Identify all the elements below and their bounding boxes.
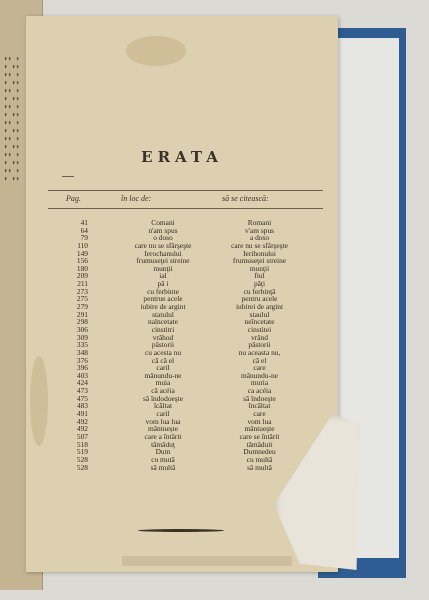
corrected-text: cinstitei [247, 324, 272, 334]
table-row [26, 441, 338, 449]
incorrect-text: o doso [153, 233, 173, 243]
page-number: 528 [76, 454, 88, 464]
corrected-text: Ierihonului [243, 248, 276, 258]
page-number: 507 [76, 431, 88, 441]
corrected-text: a doso [249, 233, 270, 243]
table-row [26, 379, 338, 387]
page-number: 298 [76, 317, 88, 327]
table-row [26, 357, 338, 365]
incorrect-text: pentrue acele [143, 294, 183, 304]
table-row [26, 410, 338, 418]
incorrect-text: mânundu-ne [144, 370, 182, 380]
column-header-sa-se-citeasca: să se citească: [222, 194, 269, 203]
incorrect-text: munţii [153, 263, 173, 273]
incorrect-text: să îndodoeşte [142, 393, 184, 403]
incorrect-text: n'am spus [148, 225, 178, 235]
incorrect-text: cu mută [151, 454, 175, 464]
incorrect-text: că că el [151, 355, 175, 365]
corrected-text: încăltat [248, 401, 271, 411]
table-row [26, 364, 338, 372]
corrected-text: nu aceasta nu, [238, 347, 281, 357]
corrected-text: mântueşte [244, 424, 275, 434]
corrected-text: care [253, 363, 266, 373]
column-header-in-loc-de: în loc de: [121, 194, 152, 203]
corrected-text: frumuseţei streine [232, 256, 287, 266]
corrected-text: v'am spus [244, 225, 275, 235]
page-number: 491 [76, 409, 88, 419]
page-number: 376 [76, 355, 88, 365]
table-row [26, 341, 338, 349]
table-row [26, 227, 338, 235]
table-row [26, 311, 338, 319]
page-number: 273 [76, 286, 88, 296]
closing-ornament [138, 529, 224, 532]
incorrect-text: să multă [150, 462, 176, 472]
corrected-text: tămăduit [246, 439, 273, 449]
page-number: 64 [80, 225, 88, 235]
incorrect-text: mântuește [148, 424, 178, 434]
page-number: 492 [76, 416, 88, 426]
header-bottom-rule [48, 208, 323, 209]
page-number: 291 [76, 309, 88, 319]
table-row [26, 326, 338, 334]
corrected-text: păţi [253, 279, 266, 289]
corrected-text: că el [252, 355, 267, 365]
page-number: 396 [76, 363, 88, 373]
page-number: 306 [76, 324, 88, 334]
page-number: 149 [76, 248, 88, 258]
page-number: 41 [80, 218, 88, 227]
table-row [26, 257, 338, 265]
incorrect-text: frumuseţei streine [136, 256, 190, 266]
incorrect-text: vrâhod [152, 332, 174, 342]
table-row [26, 464, 338, 472]
table-row [26, 418, 338, 426]
corrected-text: fiul [254, 271, 265, 281]
corrected-text: muria [250, 378, 269, 388]
incorrect-text: caril [156, 409, 170, 419]
table-row [26, 433, 338, 441]
corrected-text: care nu se sfârşeşte [231, 240, 288, 250]
page-number: 279 [76, 302, 88, 312]
incorrect-text: caril [156, 363, 170, 373]
incorrect-text: pă i [157, 279, 169, 289]
corrected-text: cu multă [246, 454, 273, 464]
corrected-text: neîncetate [244, 317, 275, 327]
corrected-text: păstorii [248, 340, 271, 350]
paper-stain [126, 36, 186, 66]
corrected-text: care [253, 409, 266, 419]
page-number: 211 [77, 279, 88, 289]
table-row [26, 318, 338, 326]
errata-table [26, 219, 338, 471]
page-number: 403 [76, 370, 88, 380]
corrected-text: Romani [247, 218, 272, 227]
page-number: 519 [76, 447, 88, 457]
header-top-rule [48, 190, 323, 191]
corrected-text: mânundu-ne [241, 370, 278, 380]
incorrect-text: cu acesta nu [144, 347, 182, 357]
table-row [26, 425, 338, 433]
page-number: 528 [76, 462, 88, 472]
incorrect-text: iubire de argint [140, 302, 186, 312]
title-dash-left [62, 176, 74, 177]
page-number: 473 [76, 386, 88, 396]
incorrect-text: muia [155, 378, 171, 388]
page-number: 492 [76, 424, 88, 434]
page-number: 348 [76, 347, 88, 357]
page-title: ERATA [141, 148, 223, 166]
corrected-text: cu ferbinţă [243, 286, 276, 296]
corrected-text: ca acéia [247, 386, 272, 396]
table-row [26, 372, 338, 380]
page-number: 424 [76, 378, 88, 388]
page-number: 110 [77, 240, 88, 250]
page-number: 209 [76, 271, 88, 281]
column-header-pag: Pag. [66, 194, 81, 203]
table-row [26, 448, 338, 456]
corrected-text: pentru acele [241, 294, 278, 304]
incorrect-text: care nu se sfârşeşte [134, 240, 192, 250]
table-row [26, 272, 338, 280]
table-row [26, 395, 338, 403]
page-number: 79 [80, 233, 88, 243]
page-number: 335 [76, 340, 88, 350]
incorrect-text: vom lua lua [145, 416, 181, 426]
corrected-text: munţii [249, 263, 270, 273]
corrected-text: staulul [249, 309, 270, 319]
corrected-text: vom lua [247, 416, 272, 426]
torn-bottom-edge [122, 556, 292, 566]
incorrect-text: cinstitri [151, 324, 175, 334]
incorrect-text: Comani [151, 218, 175, 227]
table-row [26, 349, 338, 357]
corrected-text: să multă [247, 462, 272, 472]
incorrect-text: Dum [155, 447, 171, 457]
incorrect-text: ial [159, 271, 167, 281]
incorrect-text: că acéia [151, 386, 175, 396]
table-row [26, 265, 338, 273]
incorrect-text: nalncetate [148, 317, 178, 327]
table-row [26, 280, 338, 288]
incorrect-text: păstorii [151, 340, 175, 350]
bleed-through-marks: ▮▮ ▮ ▮ ▮▮ ▮▮ ▮ ▮ ▮▮ ▮▮ ▮ ▮ ▮▮ ▮▮ ▮ ▮ ▮▮ ▮▮ ▮ ▮ ▮▮ ▮▮ ▮ ▮ ▮▮ ▮▮ ▮ ▮ ▮▮ ▮▮ ▮ ▮ ▮▮ [4, 56, 21, 182]
table-row [26, 334, 338, 342]
page-number: 156 [76, 256, 88, 266]
incorrect-text: care a întărit [144, 431, 182, 441]
incorrect-text: Ierochanului [144, 248, 182, 258]
corrected-text: să îndoeşte [243, 393, 276, 403]
table-row [26, 456, 338, 464]
table-row [26, 219, 338, 227]
page-number: 483 [76, 401, 88, 411]
corrected-text: Dumnedeu [243, 447, 276, 457]
table-row [26, 242, 338, 250]
incorrect-text: tămăduţ [151, 439, 175, 449]
page-number: 518 [76, 439, 88, 449]
incorrect-text: statulul [152, 309, 174, 319]
table-row [26, 402, 338, 410]
incorrect-text: cu ferbinte [147, 286, 179, 296]
corrected-text: iubirei de argint [235, 302, 284, 312]
corrected-text: vrând [251, 332, 268, 342]
table-row [26, 303, 338, 311]
corrected-text: care se întărit [239, 431, 280, 441]
errata-sheet [26, 16, 338, 572]
incorrect-text: îcăltat [153, 401, 173, 411]
page-number: 475 [76, 393, 88, 403]
page-number: 180 [76, 263, 88, 273]
page-number: 309 [76, 332, 88, 342]
page-number: 275 [76, 294, 88, 304]
